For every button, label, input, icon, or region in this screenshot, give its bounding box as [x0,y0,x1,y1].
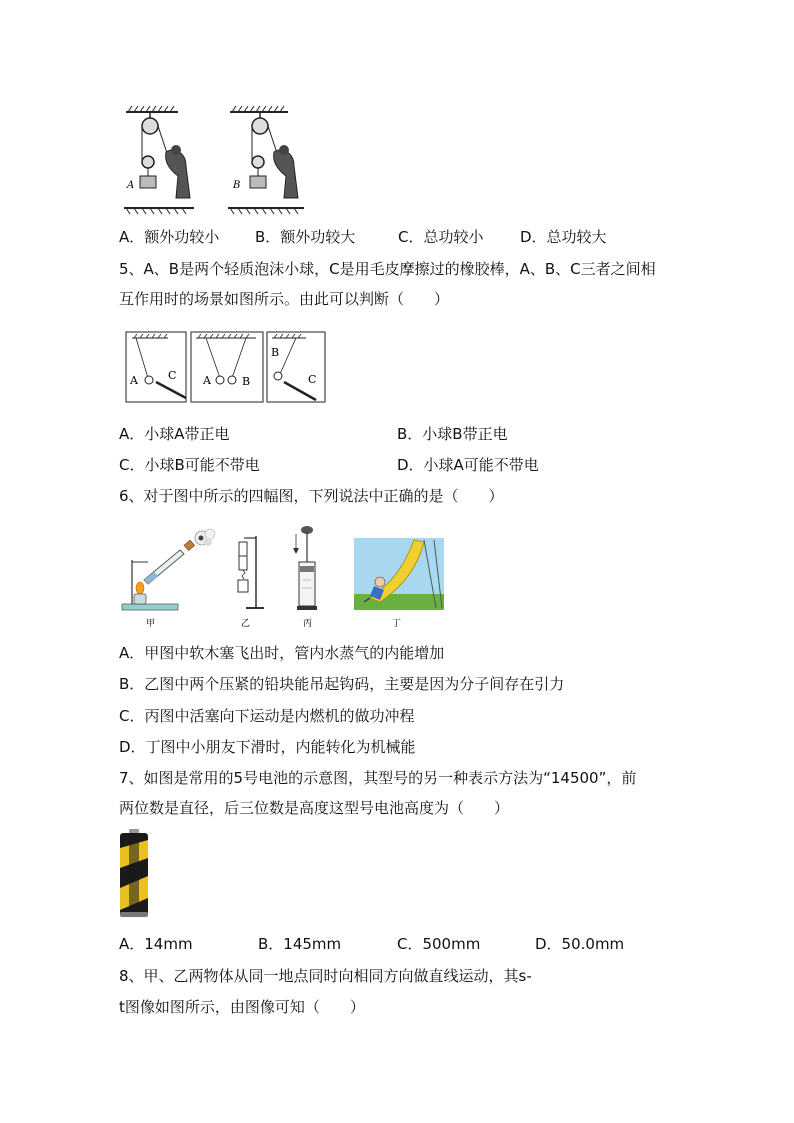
four-pictures-figure [118,522,448,630]
pulley-figure [120,104,310,216]
battery-figure [116,828,152,920]
q7-stem-line2: 两位数是直径，后三位数是高度这型号电池高度为（ ） [119,799,510,817]
panel-a-c [126,332,186,402]
picture-bing [293,526,317,629]
label-c3: C [308,373,317,386]
q7-option-b: B．145mm [258,935,342,953]
picture-jia [122,529,215,629]
q4-option-d: D．总功较大 [520,228,607,246]
q6-option-a: A．甲图中软木塞飞出时，管内水蒸气的内能增加 [119,644,445,662]
q7-option-c: C．500mm [397,935,481,953]
panel-a-b [191,332,263,402]
label-a1: A [130,374,138,387]
q5-option-c: C．小球B可能不带电 [119,456,260,474]
q7-stem-line1: 7、如图是常用的5号电池的示意图，其型号的另一种表示方法为“14500”，前 [119,769,637,787]
label-a2: A [203,374,211,387]
charged-balls-figure [120,328,330,404]
caption-ding: 丁 [392,619,402,629]
picture-yi [238,536,264,629]
q6-option-d: D．丁图中小朋友下滑时，内能转化为机械能 [119,738,416,756]
pulley-system-a [124,106,194,214]
label-c1: C [168,369,177,382]
caption-bing: 丙 [303,619,313,629]
q5-option-d: D．小球A可能不带电 [397,456,539,474]
label-b2: B [242,375,251,388]
panel-b-c [267,332,325,402]
q4-option-a: A．额外功较小 [119,228,220,246]
q8-stem-line1: 8、甲、乙两物体从同一地点同时向相同方向做直线运动，其s- [119,967,532,985]
q5-stem-line1: 5、A、B是两个轻质泡沫小球，C是用毛皮摩擦过的橡胶棒，A、B、C三者之间相 [119,260,656,278]
q7-option-a: A．14mm [119,935,193,953]
q6-option-c: C．丙图中活塞向下运动是内燃机的做功冲程 [119,707,415,725]
label-b3: B [271,346,280,359]
q4-option-b: B．额外功较大 [255,228,356,246]
pulley-system-b [228,106,304,214]
q5-option-b: B．小球B带正电 [397,425,508,443]
caption-jia: 甲 [146,619,156,629]
q7-option-d: D．50.0mm [535,935,625,953]
q6-stem: 6、对于图中所示的四幅图，下列说法中正确的是（ ） [119,487,504,505]
q5-option-a: A．小球A带正电 [119,425,230,443]
pulley-label-a: A [127,180,135,191]
picture-ding [354,538,444,629]
caption-yi: 乙 [241,619,251,629]
pulley-label-b: B [233,180,241,191]
q6-option-b: B．乙图中两个压紧的铅块能吊起钩码，主要是因为分子间存在引力 [119,675,565,693]
q8-stem-line2: t图像如图所示，由图像可知（ ） [119,998,365,1016]
q5-stem-line2: 互作用时的场景如图所示。由此可以判断（ ） [119,290,450,308]
q4-option-c: C．总功较小 [398,228,484,246]
